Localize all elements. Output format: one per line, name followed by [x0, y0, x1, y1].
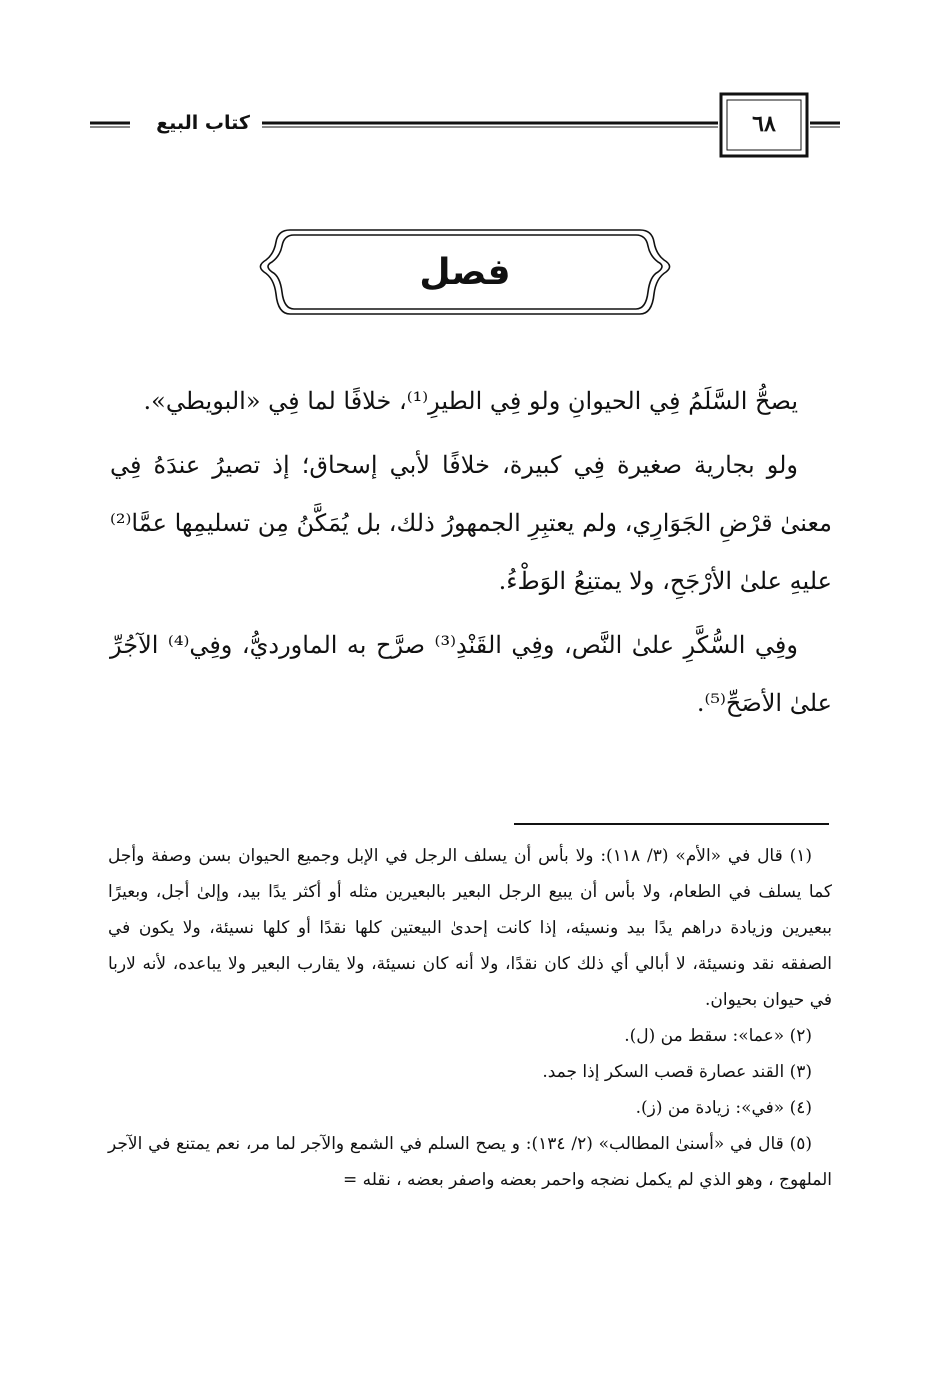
body-text — [110, 372, 832, 738]
header-ornament — [0, 0, 937, 180]
section-title: فصل — [419, 251, 511, 293]
footnote-4: (٤) «في»: زيادة من (ز). — [635, 1098, 812, 1118]
footnote-5: (٥) قال في «أسنىٰ المطالب» (٢/ ١٣٤): و يصح السلم في الشمع والآجر لما مر، نعم يمتنع في الآجر الملهوج ، وهو الذي لم يكمل نضجه واحمر بعضه واصفر بعضه ، نقله = — [108, 1134, 832, 1190]
body-paragraph-3: وفِي السُّكَّرِ علىٰ النَّص، وفِي القَنْدِ⁽³⁾ صرَّح به الماورديُّ، وفِي⁽⁴⁾ الآجُرِّ علىٰ الأصَحِّ⁽⁵⁾. — [110, 631, 832, 717]
footnote-3: (٣) القند عصارة قصب السكر إذا جمد. — [542, 1062, 812, 1082]
footnotes — [108, 838, 832, 1198]
footnote-separator — [514, 823, 829, 825]
footnote-1: (١) قال في «الأم» (٣/ ١١٨): ولا بأس أن يسلف الرجل في الإبل وجميع الحيوان بسن وصفة وأجل كما يسلف في الطعام، ولا بأس أن يبيع الرجل البعير بالبعيرين مثله أو أكثر يدًا بيد، وإلىٰ أجل، وبعيرًا ببعيرين وزيادة دراهم يدًا بيد ونسيئه، إذا كانت إحدىٰ البيعتين كلها نقدًا أو كلها نسيئة، ولا يكون في الصفقه نقد ونسيئة، لا أبالي أي ذلك كان نقدًا، ولا أنه كان نسيئة، ولا يقارب البعير ولا يباعده، لأنه لاربا في حيوان بحيوان. — [108, 846, 832, 1010]
body-paragraph-1: يصحُّ السَّلَمُ فِي الحيوانِ ولو فِي الطيرِ⁽¹⁾، خلافًا لما فِي «البويطي». — [143, 387, 798, 415]
body-paragraph-2: ولو بجارية صغيرة فِي كبيرة، خلافًا لأبي إسحاق؛ إذ تصيرُ عندَهُ فِي معنىٰ قرْضِ الجَوَارِي، ولم يعتبِرِ الجمهورُ ذلك، بل يُمَكَّنُ مِن تسليمِها عمَّا⁽²⁾ عليهِ علىٰ الأرْجَحِ، ولا يمتنِعُ الوَطْءُ. — [110, 451, 832, 595]
running-title: كتاب البيع — [156, 112, 250, 134]
page-number: ٦٨ — [752, 111, 776, 137]
page-header — [0, 0, 937, 180]
footnote-2: (٢) «عما»: سقط من (ل). — [624, 1026, 812, 1046]
